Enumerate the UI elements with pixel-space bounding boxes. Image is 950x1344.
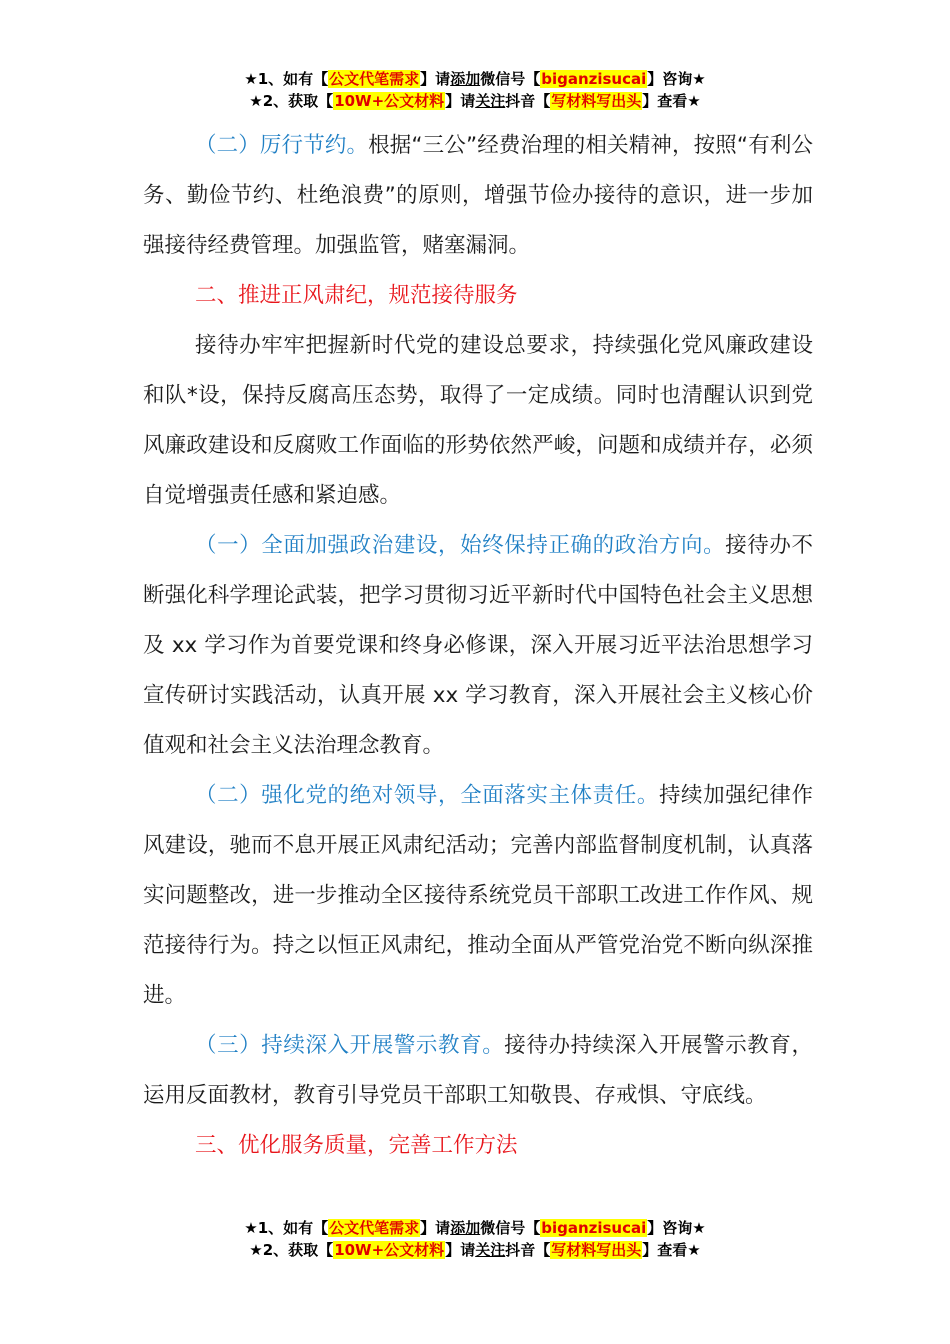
highlight-text: 10W+公文材料: [334, 92, 445, 110]
subsection-title: （二）强化党的绝对领导，全面落实主体责任。: [195, 783, 659, 808]
header-line-2: ★2、获取【10W+公文材料】请关注抖音【写材料写出头】查看★: [249, 92, 701, 110]
paragraph: （一）全面加强政治建设，始终保持正确的政治方向。接待办不断强化科学理论武装，把学习贯彻习近平新时代中国特色社会主义思想及 xx 学习作为首要党课和终身必修课，深入开展习近平法治思想学习宣传研讨实践活动，认真开展 xx 学习教育，深入开展社会主义核心价值观和社会主义法治理念教育。: [143, 533, 813, 758]
subsection-title: （一）全面加强政治建设，始终保持正确的政治方向。: [195, 533, 726, 558]
section-heading: 三、优化服务质量，完善工作方法: [195, 1133, 518, 1158]
document-body: [143, 121, 813, 1171]
highlight-text: biganzisucai: [541, 1219, 647, 1237]
footer-line-1: ★1、如有【公文代笔需求】请添加微信号【biganzisucai】咨询★: [244, 1219, 706, 1237]
header-line-1: ★1、如有【公文代笔需求】请添加微信号【biganzisucai】咨询★: [244, 70, 706, 88]
highlight-text: 公文代笔需求: [329, 1219, 420, 1237]
paragraph: 接待办牢牢把握新时代党的建设总要求，持续强化党风廉政建设和队*设，保持反腐高压态势，取得了一定成绩。同时也清醒认识到党风廉政建设和反腐败工作面临的形势依然严峻，问题和成绩并存，必须自觉增强责任感和紧迫感。: [143, 333, 813, 508]
highlight-text: 写材料写出头: [551, 92, 642, 110]
paragraph: （二）强化党的绝对领导，全面落实主体责任。持续加强纪律作风建设，驰而不息开展正风肃纪活动；完善内部监督制度机制，认真落实问题整改，进一步推动全区接待系统党员干部职工改进工作作风、规范接待行为。持之以恒正风肃纪，推动全面从严管党治党不断向纵深推进。: [143, 783, 813, 1008]
footer-line-2: ★2、获取【10W+公文材料】请关注抖音【写材料写出头】查看★: [249, 1241, 701, 1259]
subsection-title: （三）持续深入开展警示教育。: [195, 1033, 505, 1058]
highlight-text: biganzisucai: [541, 70, 647, 88]
subsection-title: （二）厉行节约。: [195, 133, 369, 158]
paragraph: （三）持续深入开展警示教育。接待办持续深入开展警示教育，运用反面教材，教育引导党员干部职工知敬畏、存戒惧、守底线。: [143, 1033, 813, 1108]
footer-banner: [0, 1217, 950, 1261]
section-heading: 二、推进正风肃纪，规范接待服务: [195, 283, 518, 308]
header-banner: [0, 68, 950, 112]
highlight-text: 10W+公文材料: [334, 1241, 445, 1259]
paragraph: （二）厉行节约。根据“三公”经费治理的相关精神，按照“有利公务、勤俭节约、杜绝浪费”的原则，增强节俭办接待的意识，进一步加强接待经费管理。加强监管，赌塞漏洞。: [143, 133, 813, 258]
highlight-text: 公文代笔需求: [329, 70, 420, 88]
highlight-text: 写材料写出头: [551, 1241, 642, 1259]
